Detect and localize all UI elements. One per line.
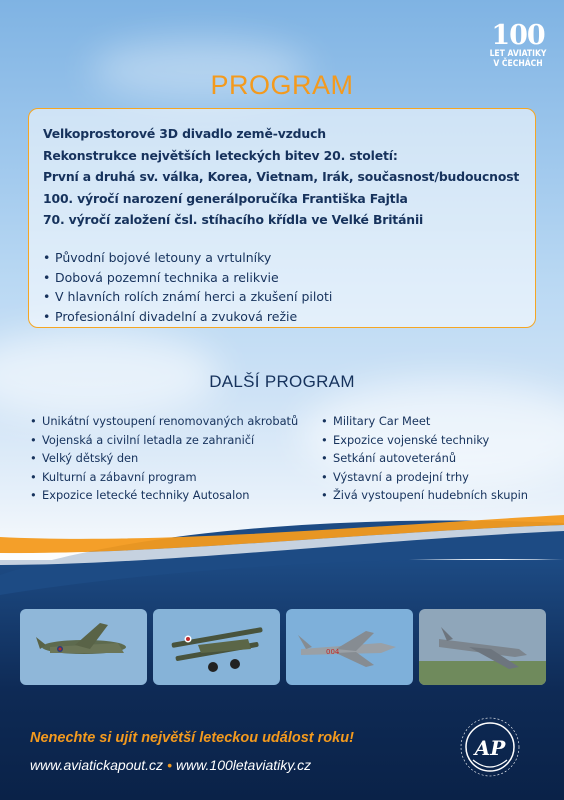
list-item: • Profesionální divadelní a zvuková režie	[43, 307, 535, 327]
plane-photo-4	[419, 609, 546, 685]
plane-photo-2	[153, 609, 280, 685]
list-item: • Kulturní a zábavní program	[30, 468, 298, 487]
plane-photo-3	[286, 609, 413, 685]
footer-urls	[30, 757, 311, 773]
photo-spitfire	[20, 609, 147, 685]
bullet-icon: •	[43, 289, 51, 305]
program-headline: 70. výročí založení čsl. stíhacího křídla ve Velké Británii	[43, 212, 424, 228]
orange-wave-divider	[0, 515, 564, 605]
list-item: • V hlavních rolích známí herci a zkušení piloti	[43, 287, 535, 307]
list-item: • Unikátní vystoupení renomovaných akrobatů	[30, 412, 298, 431]
bullet-icon: •	[321, 469, 328, 484]
more-program-right-list	[321, 412, 528, 505]
bullet-icon: •	[321, 451, 328, 466]
program-headline: Rekonstrukce největších leteckých bitev 20. století:	[43, 147, 398, 163]
bullet-icon: •	[321, 414, 328, 428]
photo-mig	[286, 609, 413, 685]
list-item: • Výstavní a prodejní trhy	[321, 468, 528, 487]
program-headline: Velkoprostorové 3D divadlo země-vzduch	[43, 126, 326, 141]
bullet-icon: •	[43, 249, 51, 265]
organizer-seal-logo	[459, 716, 521, 778]
list-item: • Expozice vojenské techniky	[321, 431, 528, 450]
separator-dot: •	[167, 757, 172, 773]
program-headline: 100. výročí narození generálporučíka Františka Fajtla	[43, 190, 408, 206]
plane-photo-1	[20, 609, 147, 685]
bullet-icon: •	[30, 469, 37, 484]
photo-gripen	[419, 609, 546, 685]
bullet-icon: •	[43, 308, 51, 324]
bullet-icon: •	[321, 488, 328, 503]
list-item: • Setkání autoveteránů	[321, 449, 528, 468]
logo-line-1: LET AVIATIKY	[489, 49, 547, 59]
list-item: • Vojenská a civilní letadla ze zahraničí	[30, 431, 298, 450]
website-link[interactable]: www.100letaviatiky.cz	[175, 757, 312, 773]
bullet-icon: •	[30, 432, 37, 447]
bullet-icon: •	[43, 269, 51, 285]
program-box	[28, 108, 536, 328]
list-item: • Expozice letecké techniky Autosalon	[30, 486, 298, 505]
photo-biplane	[153, 609, 280, 685]
bullet-icon: •	[321, 432, 328, 447]
footer-tagline: Nenechte si ujít největší leteckou událost roku!	[30, 730, 354, 746]
logo-number: 100	[491, 20, 545, 51]
bullet-icon: •	[30, 451, 37, 466]
list-item: • Dobová pozemní technika a relikvie	[43, 268, 535, 288]
section-title: DALŠÍ PROGRAM	[209, 372, 355, 391]
logo-line-2: V ČECHÁCH	[493, 59, 543, 70]
website-link[interactable]: www.aviatickapout.cz	[30, 757, 164, 773]
svg-text:004: 004	[326, 648, 340, 656]
page-title: PROGRAM	[210, 70, 354, 100]
program-bullet-list	[43, 248, 535, 326]
list-item: • Živá vystoupení hudebních skupin	[321, 486, 528, 505]
anniversary-logo	[478, 22, 558, 69]
list-item: • Původní bojové letouny a vrtulníky	[43, 248, 535, 268]
bullet-icon: •	[30, 414, 37, 428]
program-headline: První a druhá sv. válka, Korea, Vietnam, Irák, současnost/budoucnost	[43, 169, 520, 185]
bullet-icon: •	[30, 488, 37, 503]
more-program-left-list	[30, 412, 298, 505]
list-item: • Military Car Meet	[321, 412, 528, 431]
seal-initials: AP	[474, 736, 506, 760]
list-item: • Velký dětský den	[30, 449, 298, 468]
